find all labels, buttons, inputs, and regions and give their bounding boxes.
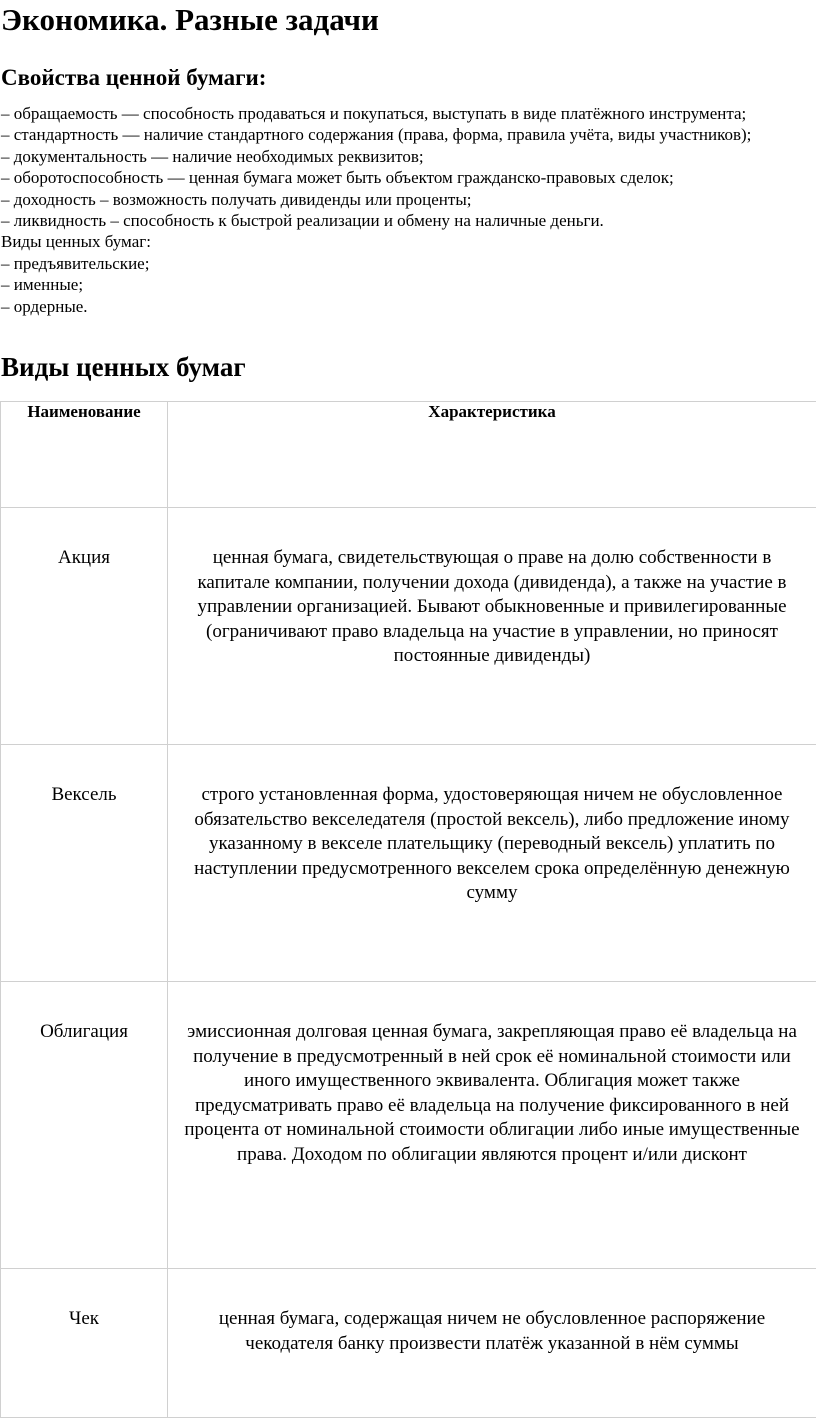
security-description: эмиссионная долговая ценная бумага, закрепляющая право её владельца на получение в предусмотренный в ней срок её номинальной стоимости или иного имущественного эквивалента. Облигация может также предусматривать право её владельца на получение фиксированного в ней процента от номинальной стоимости облигации либо иные имущественные права. Доходом по облигации являются процент и/или дисконт: [168, 982, 816, 1269]
list-item: – обращаемость — способность продаваться и покупаться, выступать в виде платёжного инструмента;: [1, 103, 751, 124]
list-item: – доходность – возможность получать дивиденды или проценты;: [1, 189, 751, 210]
column-header-name: Наименование: [1, 402, 168, 508]
list-item: Виды ценных бумаг:: [1, 231, 751, 252]
list-item: – именные;: [1, 274, 751, 295]
security-name: Облигация: [1, 982, 168, 1269]
security-description: ценная бумага, свидетельствующая о праве на долю собственности в капитале компании, получении дохода (дивиденда), а также на участие в управлении организацией. Бывают обыкновенные и привилегированные (ограничивают право владельца на участие в управлении, но приносят постоянные дивиденды): [168, 508, 816, 745]
list-item: – документальность — наличие необходимых реквизитов;: [1, 146, 751, 167]
list-item: – ордерные.: [1, 296, 751, 317]
list-item: – ликвидность – способность к быстрой реализации и обмену на наличные деньги.: [1, 210, 751, 231]
security-description: ценная бумага, содержащая ничем не обусловленное распоряжение чекодателя банку произвести платёж указанной в нём суммы: [168, 1269, 816, 1418]
page-title: Экономика. Разные задачи: [1, 2, 379, 38]
security-name: Акция: [1, 508, 168, 745]
table-row: [1, 745, 816, 982]
properties-heading: Свойства ценной бумаги:: [1, 64, 266, 92]
security-description: строго установленная форма, удостоверяющая ничем не обусловленное обязательство векселедателя (простой вексель), либо предложение иному указанному в векселе плательщику (переводный вексель) уплатить по наступлении предусмотренного векселем срока определённую денежную сумму: [168, 745, 816, 982]
security-name: Вексель: [1, 745, 168, 982]
list-item: – предъявительские;: [1, 253, 751, 274]
table-row: [1, 1269, 816, 1418]
properties-list: [1, 103, 751, 317]
list-item: – стандартность — наличие стандартного содержания (права, форма, правила учёта, виды участников);: [1, 124, 751, 145]
security-name: Чек: [1, 1269, 168, 1418]
securities-table: [0, 401, 816, 1418]
list-item: – оборотоспособность — ценная бумага может быть объектом гражданско-правовых сделок;: [1, 167, 751, 188]
table-row: [1, 982, 816, 1269]
column-header-description: Характеристика: [168, 402, 816, 508]
types-heading: Виды ценных бумаг: [1, 350, 246, 384]
table-header-row: [1, 402, 816, 508]
table-row: [1, 508, 816, 745]
